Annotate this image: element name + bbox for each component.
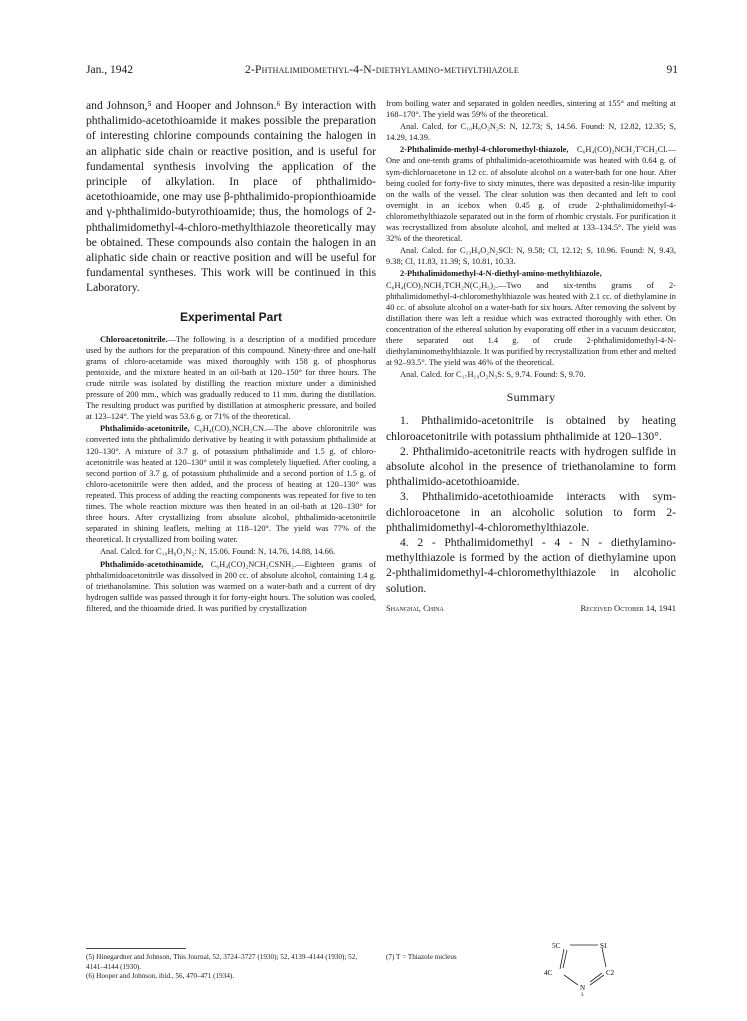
- paragraph-head: Chloroacetonitrile.: [100, 334, 168, 344]
- atom-s1: S1: [600, 942, 608, 950]
- summary-heading: Summary: [506, 390, 556, 405]
- paragraph-head: Phthalimido-acetonitrile,: [100, 424, 190, 434]
- paragraph-head: 2-Phthalimido-methyl-4-chloromethyl-thiazole,: [400, 145, 569, 155]
- header-date: Jan., 1942: [86, 64, 133, 76]
- paragraph-phthalimido-acetothioamide: Phthalimido-acetothioamide, C₆H₄(CO)₂NCH₂CSNH₂.—Eighteen grams of phthalimidoacetonitrile was dissolved in 200 cc. of absolute alcohol, containing 1.4 g. of triethanolamine. This solution was warmed on a water-bath and a current of dry hydrogen sulfide was passed through it for forty-eight hours. The solution was cooled, filtered, and the thioamide dried. It was purified by crystallization: [86, 559, 376, 613]
- atom-c5: 5C: [552, 942, 561, 950]
- atom-n: N: [580, 984, 586, 992]
- paragraph-chloroacetonitrile: Chloroacetonitrile.—The following is a description of a modified procedure used by the authors for the preparation of this compound. Ninety-three and one-half grams of chloro-acetamide was mixed thoroughly with 158 g. of phosphorus pentoxide, and the mixture heated in an oil-bath at 120–150° for three hours. The crude nitrile was isolated by distilling the reaction mixture under a diminished pressure of 200 mm., which was gradually reduced to 11 mm. during the distillation. The resulting product was purified by distillation at atmospheric pressure, and boiled at 123–124°. The yield was 53.6 g. or 71% of the theoretical.: [86, 334, 376, 422]
- thiazole-ring-diagram: [540, 935, 650, 997]
- analysis-2: Anal. Calcd. for C₁₀H₈O₂N₂S: N, 12.73; S, 14.56. Found: N, 12.82, 12.35; S, 14.29, 14.39.: [386, 122, 676, 143]
- atom-c4: 4C: [544, 969, 553, 977]
- header-title: 2-Phthalimidomethyl-4-N-diethylamino-methylthiazole: [245, 64, 519, 76]
- footnote-5: (5) Hinegardner and Johnson, This Journal, 52, 3724–3727 (1930); 52, 4139–4144 (1930); 52, 4141–4144 (1930).: [86, 953, 358, 971]
- received-date: Received October 14, 1941: [580, 602, 676, 613]
- paragraph-chloromethyl-thiazole: 2-Phthalimido-methyl-4-chloromethyl-thiazole, C₆H₄(CO)₂NCH₂T⁷CH₂Cl.—One and one-tenth grams of phthalimido-acetothioamide was heated with 0.64 g. of sym-dichloroacetone in 12 cc. of absolute alcohol on a water-bath for one hour. After being cooled for forty-five to sixty minutes, there was deposited a resin-like impurity on the walls of the vessel. The clear solution was then decanted and left to cool overnight in an icebox when 0.45 g. of crude 2-phthalimidomethyl-4-chloromethylthiazole separated out in the form of rhombic crystals. For purification it was recrystallized from absolute alcohol, and melted at 133–134.5°. The yield was 32% of the theoretical.: [386, 145, 676, 244]
- experimental-heading: Experimental Part: [179, 309, 283, 324]
- running-header: [86, 64, 678, 80]
- continued-paragraph: from boiling water and separated in golden needles, sintering at 155° and melting at 168–170°. The yield was 59% of the theoretical.: [386, 99, 676, 120]
- atom-c2: C2: [606, 969, 615, 977]
- left-column: [86, 98, 376, 614]
- summary-item-3: 3. Phthalimido-acetothioamide interacts with sym-dichloroacetone in an alcoholic solution to form 2-phthalimidomethyl-4-chloromethylthiazole.: [386, 490, 676, 534]
- paragraph-head: 2-Phthalimidomethyl-4-N-diethyl-amino-methylthiazole,: [400, 269, 602, 279]
- footnote-7-text: (7) T = Thiazole nucleus: [386, 953, 457, 961]
- footnote-6: (6) Hooper and Johnson, ibid., 56, 470–471 (1934).: [86, 972, 235, 981]
- intro-paragraph: and Johnson,⁵ and Hooper and Johnson.⁶ By interaction with phthalimido-acetothioamide it makes possible the preparation of interesting chlorine compounds containing the halogen in an aliphatic side chain or reactive position, and is useful for fundamental synthesis involving the application of the principle of alkylation. In place of phthalimido-acetothioamide, one may use β-phthalimido-propionthioamide and γ-phthalimido-butyrothioamide; thus, the homologs of 2-phthalimidomethyl-4-chloro-methylthiazole theoretically may be obtained. These compounds also contain the halogen in an aliphatic side chain or reactive position and will be useful for fundamental syntheses. This work will be continued in this Laboratory.: [86, 99, 376, 295]
- bond-c4-n: [564, 975, 578, 985]
- footnote-rule: [86, 948, 186, 949]
- analysis-4: Anal. Calcd. for C₁₇H₁₉O₂N₃S: S, 9.74. Found: S, 9.70.: [400, 370, 586, 380]
- footnotes-left: [86, 953, 376, 982]
- right-column: [386, 98, 676, 613]
- summary-item-2: 2. Phthalimido-acetonitrile reacts with hydrogen sulfide in absolute alcohol in the presence of triethanolamine to form phthalimido-acetothioamide.: [386, 444, 676, 489]
- atom-n-number: 3: [581, 993, 584, 997]
- summary-item-1: 1. Phthalimido-acetonitrile is obtained by heating chloroacetonitrile with potassium phthalimide at 120–130°.: [386, 414, 676, 443]
- summary-item-4: 4. 2 - Phthalimidomethyl - 4 - N - diethylamino-methylthiazole is formed by the action of diethylamine upon 2-phthalimidomethyl-4-chloromethylthiazole in alcoholic solution.: [386, 535, 676, 595]
- signature-line: [386, 603, 676, 613]
- paragraph-phthalimido-acetonitrile: Phthalimido-acetonitrile, C₆H₄(CO)₂NCH₂CN.—The above chloronitrile was converted into the phthalimido derivative by heating it with potassium phthalimide at 120–130°. A mixture of 3.7 g. of potassium phthalimide and 1.5 g. of chloro-acetonitrile was heated at 120–130° until it was completely liquefied. After cooling, a second portion of 3.7 g. of potassium phthalimide and a second portion of 1.5 g. of chloro-acetonitrile were then added, and the process of heating at 120–130° was repeated. This process of adding the reacting components was repeated for five to ten times. The whole reaction mixture was then heated in an oil-bath at 120–130° for three hours. After crystallizing from absolute alcohol, phthalimido-acetonitrile separated in shining leaflets, melting at 118–120°. The yield was 77% of the theoretical. It crystallized from boiling water.: [86, 424, 376, 545]
- page-number: 91: [666, 64, 678, 76]
- analysis-3: Anal. Calcd. for C₁₃H₉O₂N₂SCl: N, 9.58; Cl, 12.12; S, 10.96. Found: N, 9.43, 9.38; Cl, 11.83, 11.39; S, 10.81, 10.33.: [386, 246, 676, 267]
- bond-s1-c2: [602, 948, 606, 967]
- analysis-1: Anal. Calcd. for C₁₀H₆O₂N₂: N, 15.06. Found: N, 14.76, 14.88, 14.66.: [100, 547, 336, 557]
- paragraph-diethylamino-thiazole: 2-Phthalimidomethyl-4-N-diethyl-amino-methylthiazole, C₆H₄(CO)₂NCH₂TCH₂N(C₂H₅)₂.—Two and six-tenths grams of 2-phthalimidomethyl-4-chloromethylthiazole was heated with 2.1 cc. of diethylamine in 40 cc. of absolute alcohol on a water-bath for six hours. After removing the solvent by distillation there was left a residue which was extracted thoroughly with ether. On concentration of the ethereal solution by evaporating off ether in a vacuum desiccator, there separated out 1.4 g. of crude 2-phthalimidomethyl-4-N-diethylaminomethylthiazole. It was purified by recrystallization from ether and melted at 92–93.5°. The yield was 46% of the theoretical.: [386, 269, 676, 368]
- paragraph-head: Phthalimido-acetothioamide,: [100, 559, 204, 569]
- location: Shanghai, China: [386, 602, 444, 613]
